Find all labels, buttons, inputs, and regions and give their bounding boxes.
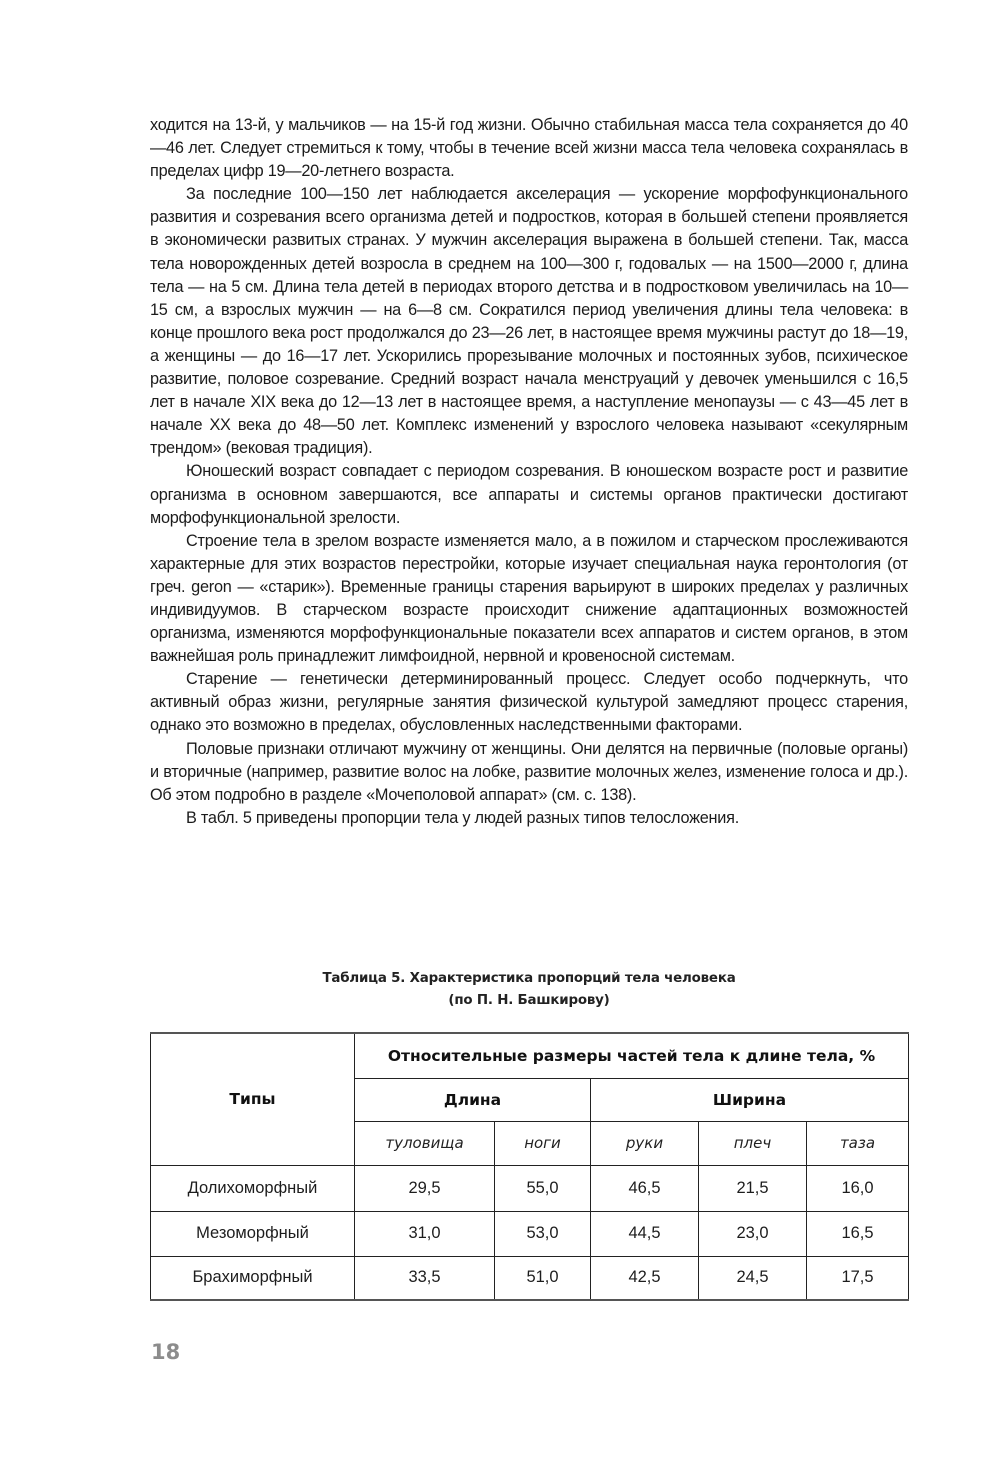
header-group: Относительные размеры частей тела к длине тела, %: [355, 1033, 909, 1078]
page-number: 18: [151, 1340, 181, 1364]
table-row: [151, 1211, 909, 1256]
cell-value: 31,0: [355, 1211, 495, 1256]
header-width: Ширина: [591, 1078, 909, 1121]
subheader-torso: туловища: [355, 1121, 495, 1165]
page-body: [150, 114, 908, 830]
paragraph: Половые признаки отличают мужчину от женщины. Они делятся на первичные (половые органы) и вторичные (например, развитие волос на лобке, развитие молочных желез, изменение голоса и др.). Об этом подробно в разделе «Мочеполовой аппарат» (см. с. 138).: [150, 739, 908, 804]
cell-value: 33,5: [355, 1256, 495, 1300]
cell-value: 53,0: [495, 1211, 591, 1256]
subheader-pelvis: таза: [807, 1121, 909, 1165]
table-caption-source: (по П. Н. Башкирову): [448, 993, 610, 1008]
table-caption: [150, 968, 908, 1012]
row-type: Долихоморфный: [151, 1165, 355, 1211]
cell-value: 17,5: [807, 1256, 909, 1300]
row-type: Брахиморфный: [151, 1256, 355, 1300]
cell-value: 16,5: [807, 1211, 909, 1256]
cell-value: 51,0: [495, 1256, 591, 1300]
cell-value: 55,0: [495, 1165, 591, 1211]
paragraph: ходится на 13-й, у мальчиков — на 15-й год жизни. Обычно стабильная масса тела сохраняется до 40—46 лет. Следует стремиться к тому, чтобы в течение всей жизни масса тела человека сохранялась в пределах цифр 19—20-летнего возраста.: [150, 116, 908, 181]
table-row: [151, 1165, 909, 1211]
proportions-table: [150, 1032, 909, 1301]
header-length: Длина: [355, 1078, 591, 1121]
paragraph: В табл. 5 приведены пропорции тела у людей разных типов телосложения.: [186, 808, 739, 827]
paragraph: Строение тела в зрелом возрасте изменяется мало, а в пожилом и старческом прослеживаются характерные для этих возрастов перестройки, которые изучает специальная наука геронтология (от греч. geron — «старик»). Временные границы старения варьируют в широких пределах у различных индивидуумов. В старческом возрасте происходит снижение адаптационных возможностей организма, изменяются морфофункциональные показатели всех аппаратов и систем органов, в этом важнейшая роль принадлежит лимфоидной, нервной и кровеносной системам.: [150, 531, 908, 666]
subheader-arm: руки: [591, 1121, 699, 1165]
cell-value: 44,5: [591, 1211, 699, 1256]
subheader-leg: ноги: [495, 1121, 591, 1165]
table-caption-title: Таблица 5. Характеристика пропорций тела человека: [322, 971, 736, 986]
cell-value: 24,5: [699, 1256, 807, 1300]
paragraph: За последние 100—150 лет наблюдается акселерация — ускорение морфофункционального развития и созревания всего организма детей и подростков, которая в большей степени проявляется в экономически развитых странах. У мужчин акселерация выражена в большей степени. Так, масса тела новорожденных детей возросла в среднем на 100—300 г, годовалых — на 1500—2000 г, длина тела — на 5 см. Длина тела детей в периодах второго детства и в подростковом увеличилась на 10—15 см, а взрослых мужчин — на 6—8 см. Сократился период увеличения длины тела человека: в конце прошлого века рост продолжался до 23—26 лет, в настоящее время мужчины растут до 18—19, а женщины — до 16—17 лет. Ускорились прорезывание молочных и постоянных зубов, психическое развитие, половое созревание. Средний возраст начала менструаций у девочек уменьшился с 16,5 лет в начале XIX века до 12—13 лет в настоящее время, а наступление менопаузы — с 43—45 лет в начале XX века до 48—50 лет. Комплекс изменений у взрослого человека называют «секулярным трендом» (вековая традиция).: [150, 185, 908, 458]
cell-value: 16,0: [807, 1165, 909, 1211]
cell-value: 29,5: [355, 1165, 495, 1211]
paragraph: Юношеский возраст совпадает с периодом созревания. В юношеском возрасте рост и развитие организма в основном завершаются, все аппараты и системы органов практически достигают морфофункциональной зрелости.: [150, 462, 908, 527]
cell-value: 23,0: [699, 1211, 807, 1256]
cell-value: 42,5: [591, 1256, 699, 1300]
cell-value: 46,5: [591, 1165, 699, 1211]
header-types: Типы: [151, 1033, 355, 1165]
subheader-shoulders: плеч: [699, 1121, 807, 1165]
cell-value: 21,5: [699, 1165, 807, 1211]
paragraph: Старение — генетически детерминированный процесс. Следует особо подчеркнуть, что активный образ жизни, регулярные занятия физической культурой замедляют процесс старения, однако это возможно в пределах, обусловленных наследственными факторами.: [150, 670, 908, 735]
table-row: [151, 1256, 909, 1300]
row-type: Мезоморфный: [151, 1211, 355, 1256]
